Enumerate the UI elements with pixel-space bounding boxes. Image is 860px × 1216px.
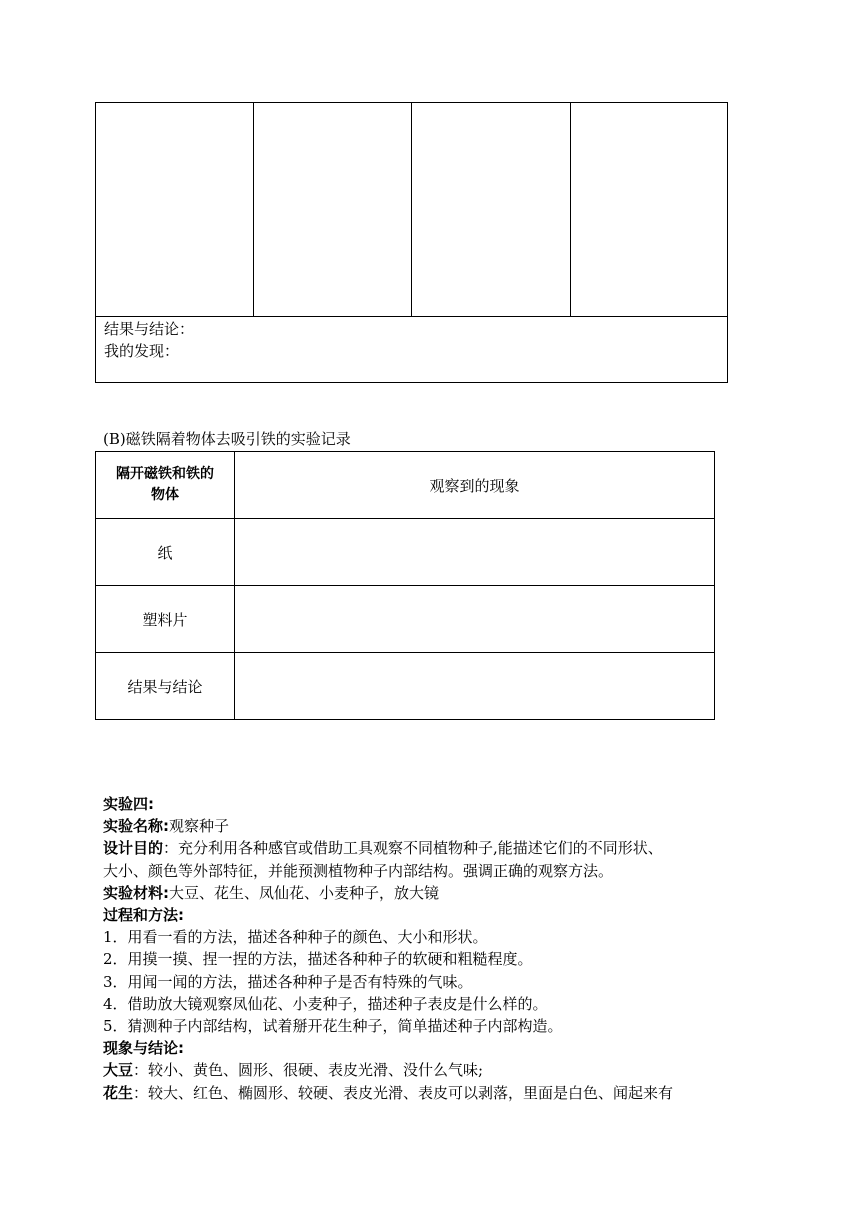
row-label: 塑料片 [96,586,235,653]
row-divider [96,316,727,317]
result-label: 结果与结论： [104,320,195,338]
header-phenomenon-cell: 观察到的现象 [235,452,715,519]
purpose-line2: 大小、颜色等外部特征，并能预测植物种子内部结构。强调正确的观察方法。 [103,861,614,880]
magnet-record-table [95,451,715,720]
row-value [235,586,715,653]
header-object-cell [96,452,235,519]
purpose-label: 设计目的 [103,839,164,858]
process-label: 过程和方法: [103,906,184,925]
row-label: 纸 [96,519,235,586]
soybean-label: 大豆 [103,1061,134,1080]
purpose-line1: ：充分利用各种感官或借助工具观察不同植物种子,能描述它们的不同形状、 [163,839,663,858]
phenomena-label: 现象与结论: [103,1039,184,1058]
table-b-caption: (B)磁铁隔着物体去吸引铁的实验记录 [103,430,351,448]
materials-label: 实验材料: [103,883,169,902]
step-item: 5．猜测种子内部结构，试着掰开花生种子，简单描述种子内部构造。 [103,1017,563,1036]
column-divider [411,103,412,316]
name-label: 实验名称: [103,817,169,836]
step-item: 3．用闻一闻的方法，描述各种种子是否有特殊的气味。 [103,972,473,991]
top-record-table [95,102,728,383]
name-value: 观察种子 [169,817,230,836]
table-header-row [96,452,715,519]
table-row [96,586,715,653]
step-item: 2．用摸一摸、捏一捏的方法，描述各种种子的软硬和粗糙程度。 [103,950,533,969]
experiment-title: 实验四: [103,795,154,813]
soybean-text: ：较小、黄色、圆形、很硬、表皮光滑、没什么气味; [133,1061,484,1080]
row-value [235,653,715,720]
experiment-section [103,793,763,1104]
finding-label: 我的发现： [104,342,180,360]
table-row [96,653,715,720]
header-object-line2: 物体 [151,487,179,503]
header-object-line1: 隔开磁铁和铁的 [116,466,214,482]
row-value [235,519,715,586]
column-divider [253,103,254,316]
row-label: 结果与结论 [96,653,235,720]
step-item: 1．用看一看的方法，描述各种种子的颜色、大小和形状。 [103,928,488,947]
peanut-text: ：较大、红色、椭圆形、较硬、表皮光滑、表皮可以剥落，里面是白色、闻起来有 [133,1083,674,1102]
materials-value: 大豆、花生、凤仙花、小麦种子，放大镜 [169,883,440,902]
step-item: 4．借助放大镜观察凤仙花、小麦种子，描述种子表皮是什么样的。 [103,994,548,1013]
peanut-label: 花生 [103,1083,134,1102]
column-divider [570,103,571,316]
table-row [96,519,715,586]
